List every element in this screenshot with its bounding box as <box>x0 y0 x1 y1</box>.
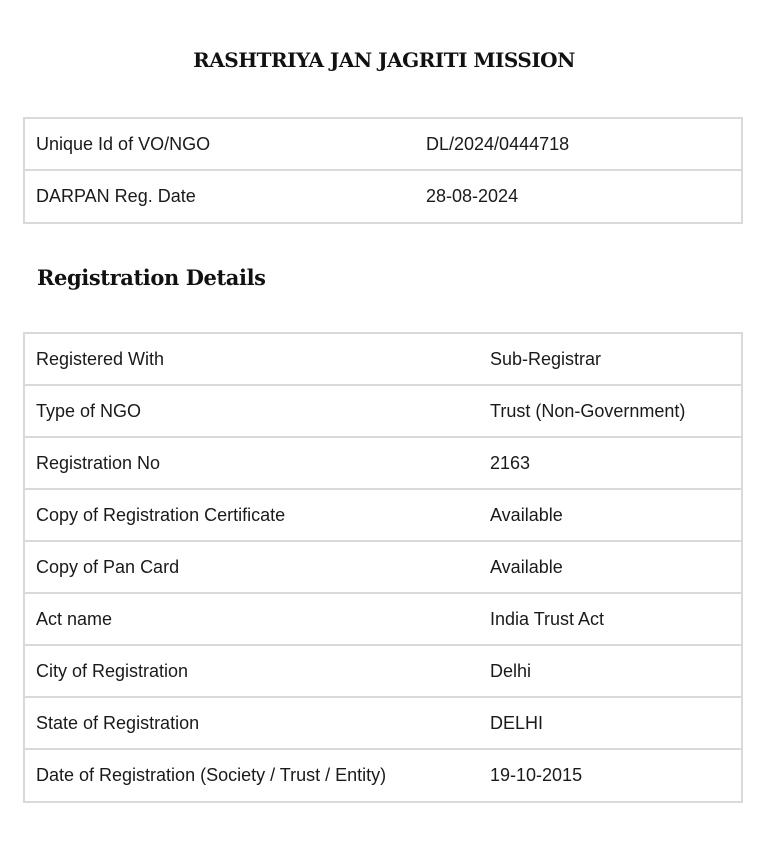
table-row <box>25 750 741 801</box>
row-value: 19-10-2015 <box>490 765 583 785</box>
row-value: Delhi <box>490 660 532 681</box>
table-row <box>25 334 741 386</box>
table-row <box>25 594 741 646</box>
row-value: DELHI <box>490 712 544 733</box>
table-row <box>25 698 741 750</box>
row-label: Copy of Registration Certificate <box>36 504 286 525</box>
row-value: Sub-Registrar <box>490 348 602 369</box>
row-label: City of Registration <box>36 660 189 681</box>
row-value: Available <box>490 556 563 577</box>
row-value: 28-08-2024 <box>426 186 519 206</box>
page-title: RASHTRIYA JAN JAGRITI MISSION <box>193 48 575 72</box>
row-label: DARPAN Reg. Date <box>36 186 196 206</box>
row-label: Date of Registration (Society / Trust / Entity) <box>36 765 387 785</box>
table-row <box>25 490 741 542</box>
row-value: Trust (Non-Government) <box>490 400 686 421</box>
row-label: Type of NGO <box>36 400 142 421</box>
row-label: Act name <box>36 608 113 629</box>
row-label: Unique Id of VO/NGO <box>36 133 211 154</box>
row-label: State of Registration <box>36 712 200 733</box>
row-label: Registration No <box>36 452 161 473</box>
registration-table <box>23 332 743 803</box>
row-value: India Trust Act <box>490 608 605 629</box>
row-value: 2163 <box>490 452 531 473</box>
row-label: Copy of Pan Card <box>36 556 180 577</box>
row-label: Registered With <box>36 348 165 369</box>
table-row <box>25 542 741 594</box>
table-row <box>25 438 741 490</box>
row-value: Available <box>490 504 563 525</box>
table-row <box>25 171 741 222</box>
table-row <box>25 386 741 438</box>
table-row <box>25 646 741 698</box>
section-heading: Registration Details <box>37 265 266 290</box>
summary-table <box>23 117 743 224</box>
row-value: DL/2024/0444718 <box>426 133 570 154</box>
table-row <box>25 119 741 171</box>
